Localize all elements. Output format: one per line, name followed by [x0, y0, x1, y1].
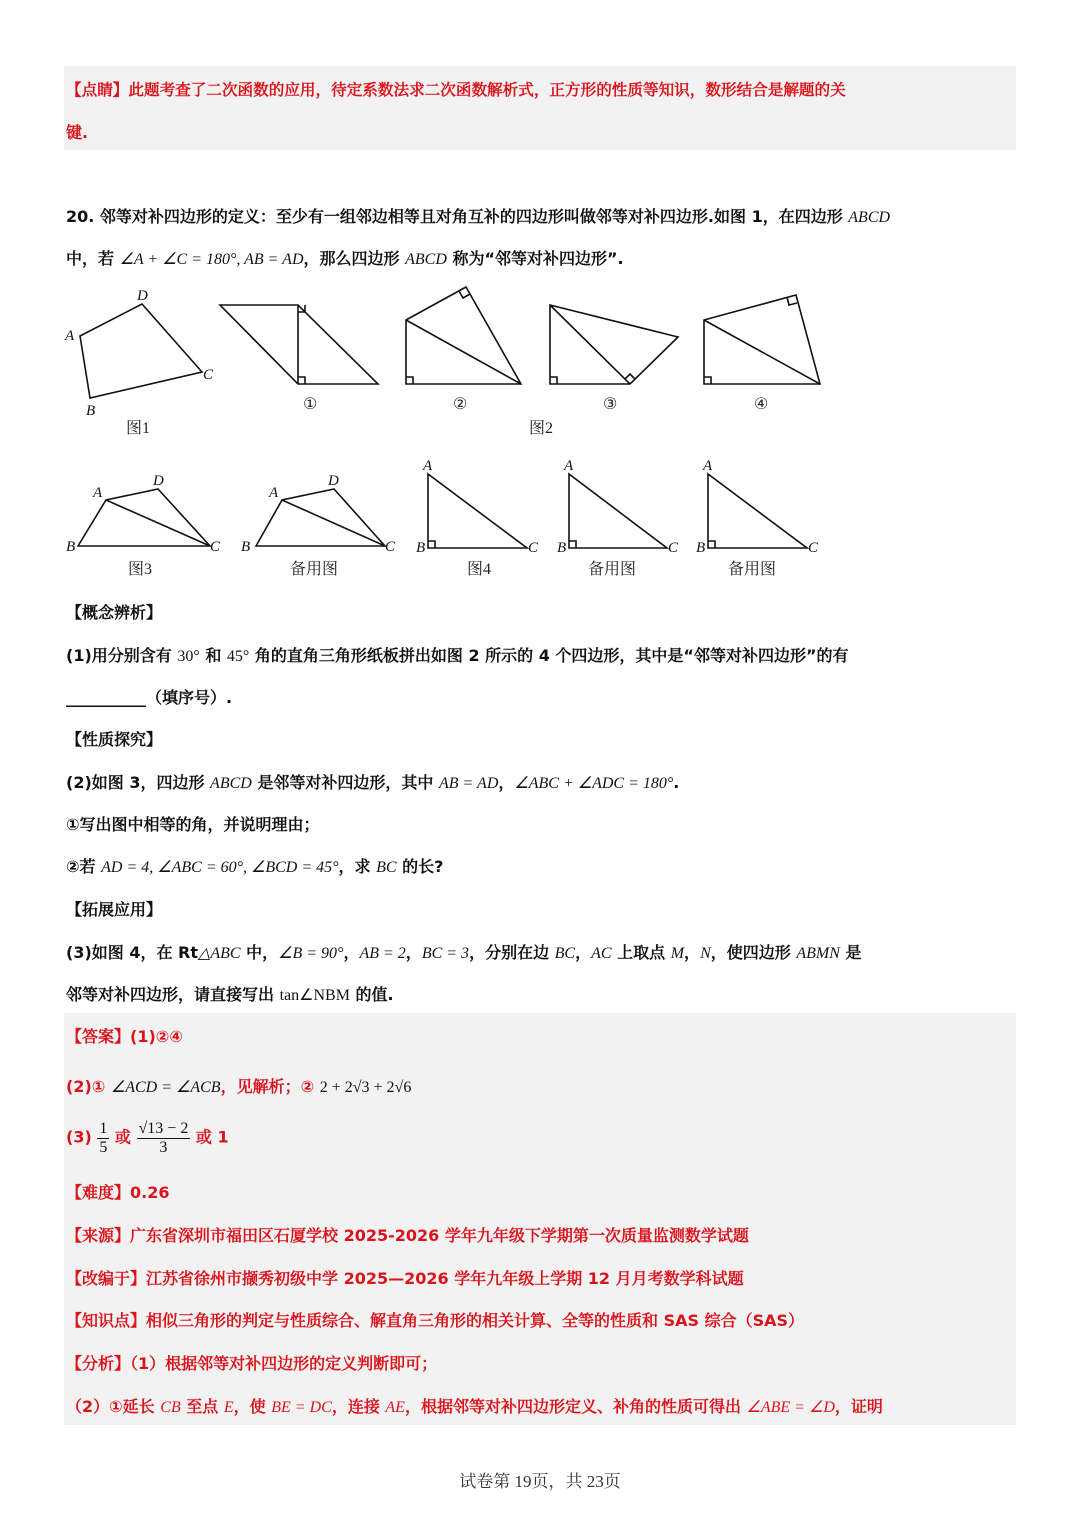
question-2a: ①写出图中相等的角，并说明理由；: [66, 815, 320, 834]
section2-heading: 【性质探究】: [66, 730, 163, 749]
fraction-2: $\frac{√13 - 2}{3}$: [138, 1120, 189, 1156]
spare2-triangle: [569, 474, 667, 548]
difficulty: 【难度】0.26: [66, 1183, 170, 1202]
fig1-label-A: A: [65, 328, 75, 344]
fig4-label-A: A: [423, 458, 433, 474]
spare3-label-B: B: [696, 540, 706, 556]
spare1-label-D: D: [328, 473, 339, 489]
question-1: (1)用分别含有 30° 和 45° 角的直角三角形纸板拼出如图 2 所示的 4 个四边形，其中是“邻等对补四边形”的有: [66, 646, 849, 665]
fig1-label-D: D: [137, 288, 148, 304]
spare2-label-B: B: [557, 540, 567, 556]
fig2-1-shape: [220, 305, 378, 384]
answer-2: (2)① ∠ACD = ∠ACB，见解析；② 2 + 2√3 + 2√6: [66, 1077, 412, 1096]
spare1-caption: 备用图: [290, 561, 339, 578]
spare3-label-A: A: [703, 458, 713, 474]
page-footer: 试卷第 19页，共 23页: [459, 1472, 621, 1491]
fig2-3-shape: [550, 305, 678, 384]
fig1-label-B: B: [86, 403, 96, 419]
fig2-sublabel-3: ③: [603, 396, 618, 413]
fig2-caption: 图2: [529, 420, 554, 437]
answer-3: (3) $\frac{1}{5}$ 或 $\frac{√13 - 2}{3}$ 或 1: [66, 1120, 229, 1156]
question-3: (3)如图 4，在 Rt△ABC 中，∠B = 90°，AB = 2，BC = 3，分别在边 BC，AC 上取点 M，N，使四边形 ABMN 是: [66, 943, 862, 962]
spare2-label-C: C: [668, 540, 679, 556]
fig3-label-D: D: [153, 473, 164, 489]
fig3-label-B: B: [66, 539, 76, 555]
fig3-caption: 图3: [128, 561, 153, 578]
question-3-line2: 邻等对补四边形，请直接写出 tan∠NBM 的值.: [66, 985, 394, 1004]
fig4-label-B: B: [416, 540, 426, 556]
analysis-2: （2）①延长 CB 至点 E，使 BE = DC，连接 AE，根据邻等对补四边形定义、补角的性质可得出 ∠ABE = ∠D，证明: [66, 1397, 883, 1416]
question-2b: ②若 AD = 4, ∠ABC = 60°, ∠BCD = 45°，求 BC 的长?: [66, 857, 444, 876]
fig2-sublabel-1: ①: [303, 396, 318, 413]
problem-line-1: 20. 邻等对补四边形的定义：至少有一组邻边相等且对角互补的四边形叫做邻等对补四边形.如图 1，在四边形 ABCD: [66, 207, 891, 226]
spare2-caption: 备用图: [588, 561, 637, 578]
fig2-sublabel-4: ④: [754, 396, 769, 413]
fig1-caption: 图1: [126, 420, 151, 437]
problem-line-2: 中，若 ∠A + ∠C = 180°, AB = AD，那么四边形 ABCD 称为“邻等对补四边形”.: [66, 249, 624, 268]
analysis: 【分析】（1）根据邻等对补四边形的定义判断即可；: [66, 1354, 438, 1373]
figures-svg: [0, 0, 1080, 600]
fig4-triangle: [428, 474, 527, 548]
spare1-label-A: A: [269, 485, 279, 501]
fig3-label-C: C: [210, 539, 221, 555]
fig4-caption: 图4: [467, 561, 492, 578]
fig3-label-A: A: [93, 485, 103, 501]
spare3-label-C: C: [808, 540, 819, 556]
question-2: (2)如图 3，四边形 ABCD 是邻等对补四边形，其中 AB = AD，∠ABC + ∠ADC = 180°.: [66, 773, 680, 792]
fig4-label-C: C: [528, 540, 539, 556]
spare1-label-B: B: [241, 539, 251, 555]
fraction-1: $\frac{1}{5}$: [99, 1120, 108, 1156]
note-line-1: 【点睛】此题考查了二次函数的应用，待定系数法求二次函数解析式，正方形的性质等知识，数形结合是解题的关: [66, 81, 846, 99]
knowledge-points: 【知识点】相似三角形的判定与性质综合、解直角三角形的相关计算、全等的性质和 SAS 综合（SAS）: [66, 1311, 805, 1330]
adapted-from: 【改编于】江苏省徐州市撷秀初级中学 2025—2026 学年九年级上学期 12 月月考数学科试题: [66, 1269, 744, 1288]
spare3-caption: 备用图: [728, 561, 777, 578]
fig1-quadrilateral: [80, 304, 202, 398]
fig1-label-C: C: [203, 367, 214, 383]
fig2-2-shape: [406, 287, 521, 384]
fig2-sublabel-2: ②: [453, 396, 468, 413]
question-1-blank: __________（填序号）.: [66, 688, 233, 707]
answer-1: 【答案】(1)②④: [66, 1027, 183, 1046]
note-line-2: 键.: [66, 123, 89, 142]
spare3-triangle: [708, 474, 807, 548]
fig2-4-shape: [704, 295, 820, 384]
spare1-label-C: C: [385, 539, 396, 555]
section3-heading: 【拓展应用】: [66, 900, 163, 919]
source: 【来源】广东省深圳市福田区石厦学校 2025-2026 学年九年级下学期第一次质量监测数学试题: [66, 1226, 749, 1245]
spare2-label-A: A: [564, 458, 574, 474]
section1-heading: 【概念辨析】: [66, 603, 163, 622]
